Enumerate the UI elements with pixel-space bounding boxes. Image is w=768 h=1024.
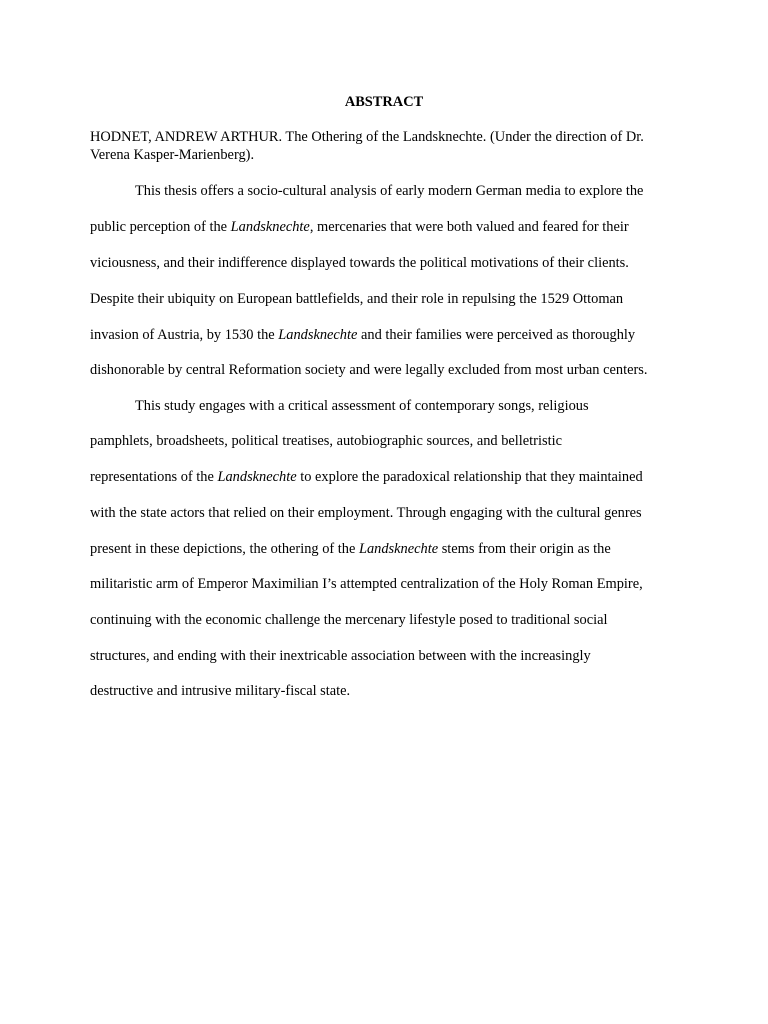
text-run: public perception of the xyxy=(90,219,231,235)
text-run: and their families were perceived as thoroughly xyxy=(357,327,636,343)
paragraph-2-line-9: destructive and intrusive military-fiscal state. xyxy=(90,683,351,699)
text-run: stems from their origin as the xyxy=(438,541,611,557)
paragraph-1-line-5 xyxy=(90,326,635,344)
paragraph-2-line-7: continuing with the economic challenge the mercenary lifestyle posed to traditional social xyxy=(90,612,608,628)
paragraph-2-line-3 xyxy=(90,468,643,486)
text-run: representations of the xyxy=(90,469,218,485)
paragraph-2-line-2: pamphlets, broadsheets, political treatises, autobiographic sources, and belletristic xyxy=(90,433,562,449)
paragraph-2-line-5 xyxy=(90,540,611,558)
text-run: invasion of Austria, by 1530 the xyxy=(90,327,279,343)
italic-term: Landsknechte xyxy=(358,541,439,557)
paragraph-1-line-6: dishonorable by central Reformation society and were legally excluded from most urban centers. xyxy=(90,362,648,378)
paragraph-1-line-4: Despite their ubiquity on European battlefields, and their role in repulsing the 1529 Ottoman xyxy=(90,291,624,307)
paragraph-1-line-1: This thesis offers a socio-cultural analysis of early modern German media to explore the xyxy=(135,183,644,199)
abstract-heading: ABSTRACT xyxy=(344,94,424,110)
byline-line-2: Verena Kasper-Marienberg). xyxy=(90,147,255,163)
text-run: to explore the paradoxical relationship that they maintained xyxy=(296,469,643,485)
italic-term: Landsknechte xyxy=(217,469,297,485)
paragraph-2-line-6: militaristic arm of Emperor Maximilian I’s attempted centralization of the Holy Roman Empire, xyxy=(90,576,643,592)
paragraph-1-line-2 xyxy=(90,218,629,236)
text-run: present in these depictions, the othering of the xyxy=(90,541,359,557)
italic-term: Landsknechte xyxy=(278,327,358,343)
paragraph-2-line-8: structures, and ending with their inextricable association between with the increasingly xyxy=(90,648,591,664)
paragraph-1-line-3: viciousness, and their indifference displayed towards the political motivations of their clients. xyxy=(90,255,629,271)
italic-term: Landsknechte xyxy=(230,219,310,235)
paragraph-2-line-4: with the state actors that relied on their employment. Through engaging with the cultural genres xyxy=(90,505,642,521)
paragraph-2-line-1: This study engages with a critical assessment of contemporary songs, religious xyxy=(135,398,589,414)
text-run: , mercenaries that were both valued and feared for their xyxy=(309,219,629,235)
byline-line-1: HODNET, ANDREW ARTHUR. The Othering of the Landsknechte. (Under the direction of Dr. xyxy=(90,129,644,145)
